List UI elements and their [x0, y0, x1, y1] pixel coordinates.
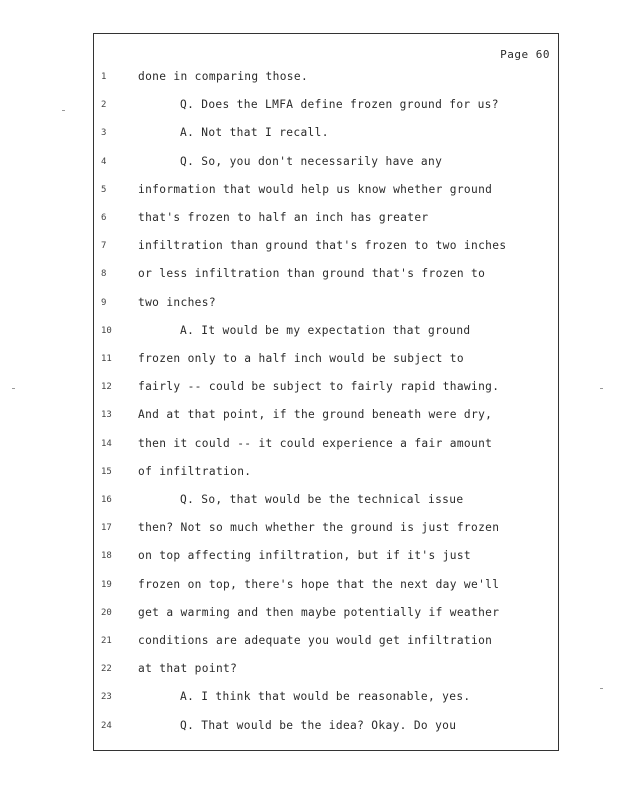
line-text: then it could -- it could experience a fair amount	[138, 436, 493, 450]
transcript-line	[94, 208, 558, 228]
line-number: 3	[101, 128, 107, 139]
line-text: frozen on top, there's hope that the next day we'll	[138, 577, 500, 591]
line-number: 15	[101, 466, 112, 477]
line-text: A. It would be my expectation that ground	[180, 323, 471, 337]
line-text: get a warming and then maybe potentially if weather	[138, 605, 500, 619]
transcript-line	[94, 716, 558, 736]
line-text: on top affecting infiltration, but if it's just	[138, 549, 472, 563]
line-number: 14	[101, 438, 112, 449]
line-text: information that would help us know whether ground	[138, 182, 493, 196]
line-text: Q. So, you don't necessarily have any	[180, 154, 443, 168]
page-number: Page 60	[500, 48, 550, 61]
line-number: 2	[101, 100, 107, 111]
transcript-line	[94, 377, 558, 397]
transcript-body	[94, 34, 558, 750]
transcript-line	[94, 490, 558, 510]
line-text: A. Not that I recall.	[180, 126, 329, 140]
line-text: A. I think that would be reasonable, yes.	[180, 690, 471, 704]
line-text: conditions are adequate you would get infiltration	[138, 634, 493, 647]
line-number: 17	[101, 523, 112, 534]
line-text: frozen only to a half inch would be subject to	[138, 352, 464, 365]
transcript-line	[94, 546, 558, 566]
transcript-line	[94, 434, 558, 454]
line-text: Q. That would be the idea? Okay. Do you	[180, 718, 457, 732]
line-text: Q. So, that would be the technical issue	[180, 493, 464, 506]
transcript-line	[94, 603, 558, 623]
line-text: infiltration than ground that's frozen to two inches	[138, 239, 507, 253]
transcript-line	[94, 687, 558, 707]
transcript-line	[94, 321, 558, 341]
line-number: 4	[101, 156, 107, 167]
line-number: 7	[101, 241, 107, 252]
transcript-line	[94, 659, 558, 679]
transcript-line	[94, 236, 558, 256]
line-text: Q. Does the LMFA define frozen ground for us?	[180, 98, 499, 112]
line-number: 11	[101, 354, 112, 364]
scan-speck	[12, 388, 15, 389]
transcript-line	[94, 95, 558, 115]
transcript-line	[94, 180, 558, 200]
line-number: 24	[101, 720, 112, 731]
line-text: at that point?	[138, 662, 238, 676]
transcript-line	[94, 575, 558, 595]
line-text: then? Not so much whether the ground is just frozen	[138, 521, 500, 535]
line-number: 9	[101, 297, 107, 308]
line-number: 10	[101, 325, 112, 336]
line-number: 20	[101, 607, 112, 618]
transcript-line	[94, 462, 558, 482]
line-number: 19	[101, 579, 112, 590]
line-number: 22	[101, 664, 112, 675]
line-number: 23	[101, 692, 112, 703]
line-text: fairly -- could be subject to fairly rapid thawing.	[138, 380, 500, 394]
line-number: 6	[101, 213, 107, 223]
scan-speck	[600, 688, 603, 689]
transcript-line	[94, 264, 558, 284]
transcript-line	[94, 293, 558, 313]
transcript-line	[94, 349, 558, 369]
line-text: or less infiltration than ground that's frozen to	[138, 267, 486, 281]
scan-speck	[600, 388, 603, 389]
line-text: two inches?	[138, 295, 216, 309]
transcript-line	[94, 518, 558, 538]
line-number: 21	[101, 636, 112, 646]
scan-speck	[62, 110, 65, 111]
transcript-page	[93, 33, 559, 751]
transcript-line	[94, 67, 558, 87]
line-number: 1	[101, 72, 107, 82]
line-number: 16	[101, 495, 112, 505]
transcript-line	[94, 123, 558, 143]
line-text: that's frozen to half an inch has greater	[138, 211, 429, 224]
line-text: And at that point, if the ground beneath were dry,	[138, 408, 493, 422]
line-number: 8	[101, 269, 107, 280]
line-text: of infiltration.	[138, 464, 252, 478]
transcript-line	[94, 405, 558, 425]
line-number: 5	[101, 184, 107, 195]
transcript-line	[94, 152, 558, 172]
line-text: done in comparing those.	[138, 70, 309, 83]
line-number: 12	[101, 382, 112, 393]
line-number: 13	[101, 410, 112, 421]
line-number: 18	[101, 551, 112, 562]
transcript-line	[94, 631, 558, 651]
